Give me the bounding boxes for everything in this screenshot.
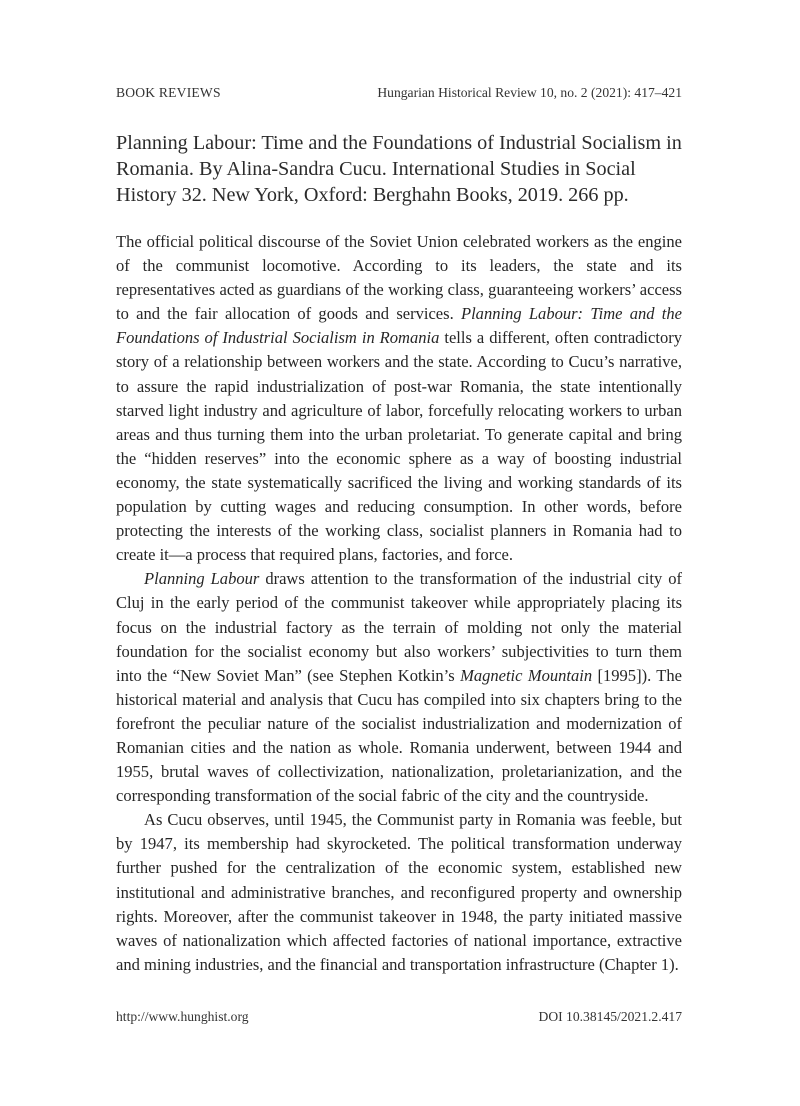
section-label: BOOK REVIEWS xyxy=(116,85,221,100)
paragraph-3: As Cucu observes, until 1945, the Communist party in Romania was feeble, but by 1947, its membership had skyrocketed. The political transformation underway further pushed for the centralization of the economic system, established new institutional and administrative branches, and reconfigured property and ownership rights. Moreover, after the communist takeover in 1948, the party initiated massive waves of nationalization which affected factories of national importance, extractive and mining industries, and the financial and transportation infrastructure (Chapter 1). xyxy=(116,810,682,974)
paragraph-1-part-a: The official political discourse of the Soviet Union celebrated workers as the engine of the communist locomotive. According to its leaders, the state and its representatives acted as guardians of the working class, guaranteeing workers’ access to and the fair allocation of goods and services. xyxy=(116,232,682,324)
book-title-italic: Planning Labour: Time and the Foundations of Industrial Socialism in Romania xyxy=(116,304,683,348)
journal-citation: Hungarian Historical Review 10, no. 2 (2021): 417–421 xyxy=(377,85,682,100)
book-short-title-italic: Planning Labour xyxy=(144,569,260,589)
review-title: Planning Labour: Time and the Foundations of Industrial Socialism in Romania. By Alina-Sandra Cucu. International Studies in Social History 32. New York, Oxford: Berghahn Books, 2019. 266 pp. xyxy=(116,132,682,206)
doi-label: DOI 10.38145/2021.2.417 xyxy=(538,1009,682,1024)
review-body xyxy=(116,230,682,977)
journal-url[interactable]: http://www.hunghist.org xyxy=(116,1009,249,1024)
paragraph-2-part-a: draws attention to the transformation of the industrial city of Cluj in the early period of the communist takeover while appropriately placing its focus on the industrial factory as the terrain of molding not only the material foundation for the socialist economy but also workers’ subjectivities to turn them into the “New Soviet Man” (see Stephen Kotkin’s xyxy=(116,569,683,685)
paragraph-2-part-b: [1995]). The historical material and analysis that Cucu has compiled into six chapters bring to the forefront the peculiar nature of the socialist industrialization and modernization of Romanian cities and the nation as whole. Romania underwent, between 1944 and 1955, brutal waves of collectivization, nationalization, proletarianization, and the corresponding transformation of the social fabric of the city and the countryside. xyxy=(116,665,682,806)
page-footer xyxy=(116,1009,682,1029)
running-head xyxy=(116,85,682,105)
paragraph-1 xyxy=(116,230,682,567)
paragraph-2 xyxy=(116,567,682,808)
paragraph-1-part-b: tells a different, often contradictory story of a relationship between workers and the state. According to Cucu’s narrative, to assure the rapid industrialization of post-war Romania, the state intentionally starved light industry and agriculture of labor, forcefully relocating workers to urban areas and thus turning them into the urban proletariat. To generate capital and bring the “hidden reserves” into the economic sphere as a way of boosting industrial economy, the state systematically sacrificed the living and working standards of its population by cutting wages and reducing consumption. In other words, before protecting the interests of the working class, socialist planners in Romania had to create it—a process that required plans, factories, and force. xyxy=(116,328,682,565)
cited-work-italic: Magnetic Mountain xyxy=(460,665,593,685)
